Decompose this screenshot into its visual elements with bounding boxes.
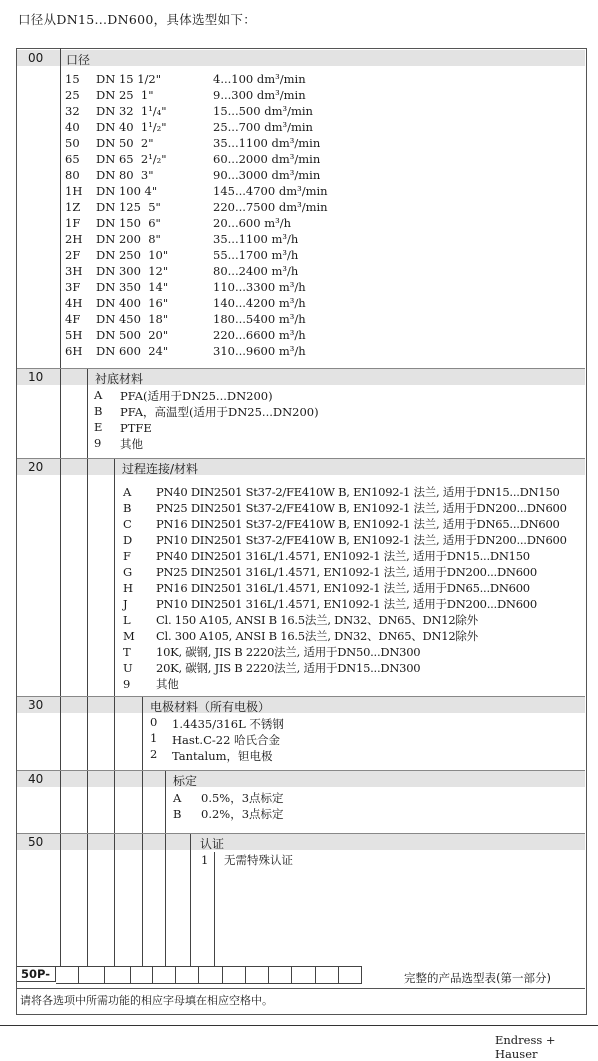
guide-line	[142, 697, 143, 966]
option-code: 0	[150, 715, 158, 729]
section-code: 40	[28, 772, 44, 786]
option-code: J	[123, 597, 128, 611]
option-code: 9	[123, 677, 131, 691]
option-text: PN10 DIN2501 St37-2/FE410W B, EN1092-1 法兰, 适用于DN200...DN600	[156, 533, 567, 547]
order-code-cell[interactable]	[131, 966, 153, 984]
option-text: PFA(适用于DN25...DN200)	[120, 389, 273, 403]
guide-line	[60, 48, 61, 966]
option-code: 80	[65, 168, 80, 182]
option-code: B	[94, 404, 103, 418]
order-code-cell[interactable]	[153, 966, 176, 984]
guide-line	[165, 771, 166, 966]
option-code: 6H	[65, 344, 83, 358]
order-code-cell[interactable]	[269, 966, 292, 984]
order-caption: 完整的产品选型表(第一部分)	[404, 971, 551, 985]
option-code: A	[123, 485, 132, 499]
option-text: 无需特殊认证	[224, 853, 293, 867]
option-range: 145...4700 dm³/min	[213, 184, 328, 198]
option-code: G	[123, 565, 133, 579]
option-code: 9	[94, 436, 102, 450]
option-text: PN16 DIN2501 316L/1.4571, EN1092-1 法兰, 适用于DN65...DN600	[156, 581, 530, 595]
option-size: DN 100 4"	[96, 184, 158, 198]
option-range: 110...3300 m³/h	[213, 280, 306, 294]
option-range: 180...5400 m³/h	[213, 312, 306, 326]
option-code: B	[173, 807, 182, 821]
order-code-cell[interactable]	[339, 966, 362, 984]
option-text: 0.5%，3点标定	[201, 791, 284, 805]
option-size: DN 65 2¹/₂"	[96, 152, 167, 166]
option-size: DN 450 18"	[96, 312, 169, 326]
option-text: Tantalum，钽电极	[172, 749, 273, 763]
section-code: 20	[28, 460, 44, 474]
diameter-size-list	[96, 71, 168, 359]
option-size: DN 15 1/2"	[96, 72, 162, 86]
option-code: U	[123, 661, 133, 675]
separator	[17, 368, 585, 369]
option-text: Hast.C-22 哈氏合金	[172, 733, 281, 747]
option-code: 3H	[65, 264, 83, 278]
section-code: 00	[28, 51, 44, 65]
option-code: 15	[65, 72, 80, 86]
calibration-code-list	[173, 790, 181, 822]
order-code-cell[interactable]	[176, 966, 199, 984]
option-range: 25...700 dm³/min	[213, 120, 313, 134]
option-code: 2H	[65, 232, 83, 246]
option-code: B	[123, 501, 132, 515]
option-text: 0.2%，3点标定	[201, 807, 284, 821]
option-size: DN 80 3"	[96, 168, 154, 182]
option-code: E	[94, 420, 103, 434]
option-text: PFA，高温型(适用于DN25...DN200)	[120, 405, 319, 419]
option-range: 4...100 dm³/min	[213, 72, 306, 86]
order-code-cell[interactable]	[292, 966, 315, 984]
separator	[17, 696, 585, 697]
option-range: 90...3000 dm³/min	[213, 168, 321, 182]
option-size: DN 600 24"	[96, 344, 169, 358]
option-text: 10K, 碳钢, JIS B 2220法兰, 适用于DN50...DN300	[156, 645, 421, 659]
option-range: 9...300 dm³/min	[213, 88, 306, 102]
option-size: DN 32 1¹/₄"	[96, 104, 167, 118]
guide-line	[214, 852, 215, 966]
option-range: 310...9600 m³/h	[213, 344, 306, 358]
option-text: Cl. 150 A105, ANSI B 16.5法兰, DN32、DN65、DN12除外	[156, 613, 478, 627]
section-code: 10	[28, 370, 44, 384]
option-text: PN10 DIN2501 316L/1.4571, EN1092-1 法兰, 适用于DN200...DN600	[156, 597, 537, 611]
option-size: DN 40 1¹/₂"	[96, 120, 167, 134]
diameter-code-list	[65, 71, 82, 359]
separator	[17, 770, 585, 771]
option-size: DN 50 2"	[96, 136, 154, 150]
separator	[17, 988, 585, 989]
option-range: 20...600 m³/h	[213, 216, 292, 230]
option-code: 5H	[65, 328, 83, 342]
calibration-item-list	[201, 790, 284, 822]
option-code: 2F	[65, 248, 81, 262]
option-code: 65	[65, 152, 80, 166]
order-prefix: 50P-	[21, 967, 51, 981]
option-text: PN25 DIN2501 316L/1.4571, EN1092-1 法兰, 适用于DN200...DN600	[156, 565, 537, 579]
option-code: T	[123, 645, 131, 659]
option-code: 1	[201, 853, 209, 867]
cert-code-list	[201, 852, 208, 868]
liner-code-list	[94, 387, 102, 451]
option-code: F	[123, 549, 131, 563]
option-code: A	[173, 791, 182, 805]
option-size: DN 500 20"	[96, 328, 169, 342]
order-code-boxes	[17, 966, 362, 983]
section-code: 50	[28, 835, 44, 849]
option-code: H	[123, 581, 134, 595]
option-code: D	[123, 533, 133, 547]
order-code-cell[interactable]	[246, 966, 269, 984]
option-range: 55...1700 m³/h	[213, 248, 299, 262]
option-size: DN 125 5"	[96, 200, 161, 214]
section-title: 标定	[173, 774, 198, 788]
option-code: 4F	[65, 312, 81, 326]
process-item-list	[156, 484, 567, 692]
order-code-cell[interactable]	[223, 966, 246, 984]
section-code: 30	[28, 698, 44, 712]
section-band-20	[17, 459, 585, 475]
section-band-00	[17, 50, 585, 66]
footnote: 请将各选项中所需功能的相应字母填在相应空格中。	[20, 994, 273, 1007]
option-code: 32	[65, 104, 80, 118]
option-range: 140...4200 m³/h	[213, 296, 306, 310]
option-text: Cl. 300 A105, ANSI B 16.5法兰, DN32、DN65、DN12除外	[156, 629, 478, 643]
order-code-cell[interactable]	[56, 966, 78, 984]
option-text: PN40 DIN2501 St37-2/FE410W B, EN1092-1 法兰, 适用于DN15...DN150	[156, 485, 560, 499]
cert-item-list	[224, 852, 293, 868]
section-title: 认证	[200, 837, 225, 851]
separator	[17, 458, 585, 459]
option-code: 1Z	[65, 200, 81, 214]
guide-line	[190, 834, 191, 966]
option-size: DN 250 10"	[96, 248, 169, 262]
option-range: 15...500 dm³/min	[213, 104, 313, 118]
option-text: 其他	[120, 437, 143, 451]
option-text: PTFE	[120, 421, 152, 435]
section-title: 衬底材料	[95, 372, 144, 386]
liner-item-list	[120, 388, 319, 452]
order-code-cell[interactable]	[105, 966, 131, 984]
option-text: PN16 DIN2501 St37-2/FE410W B, EN1092-1 法兰, 适用于DN65...DN600	[156, 517, 560, 531]
option-size: DN 150 6"	[96, 216, 161, 230]
option-range: 35...1100 dm³/min	[213, 136, 321, 150]
brand-logo-text: Endress + Hauser	[495, 1033, 556, 1061]
option-code: M	[123, 629, 135, 643]
order-code-cell[interactable]	[199, 966, 222, 984]
option-size: DN 350 14"	[96, 280, 169, 294]
option-code: 1F	[65, 216, 81, 230]
order-code-cell[interactable]	[316, 966, 339, 984]
option-code: 1H	[65, 184, 83, 198]
separator	[17, 833, 585, 834]
option-range: 60...2000 dm³/min	[213, 152, 321, 166]
option-range: 220...6600 m³/h	[213, 328, 306, 342]
option-code: A	[94, 388, 103, 402]
option-code: 40	[65, 120, 80, 134]
option-code: 2	[150, 747, 158, 761]
option-text: 1.4435/316L 不锈钢	[172, 717, 284, 731]
section-title: 口径	[66, 53, 91, 67]
diameter-range-list	[213, 71, 328, 359]
option-text: PN25 DIN2501 St37-2/FE410W B, EN1092-1 法兰, 适用于DN200...DN600	[156, 501, 567, 515]
option-size: DN 25 1"	[96, 88, 154, 102]
option-size: DN 400 16"	[96, 296, 169, 310]
option-code: C	[123, 517, 132, 531]
order-prefix-cell	[17, 966, 56, 982]
option-range: 220...7500 dm³/min	[213, 200, 328, 214]
option-code: 25	[65, 88, 80, 102]
option-text: 20K, 碳钢, JIS B 2220法兰, 适用于DN15...DN300	[156, 661, 421, 675]
electrode-code-list	[150, 714, 157, 762]
option-text: PN40 DIN2501 316L/1.4571, EN1092-1 法兰, 适用于DN15...DN150	[156, 549, 530, 563]
option-code: 4H	[65, 296, 83, 310]
section-band-30	[17, 697, 585, 713]
electrode-item-list	[172, 716, 284, 764]
process-code-list	[123, 484, 135, 692]
section-title: 电极材料（所有电极）	[150, 700, 271, 714]
order-code-cell[interactable]	[79, 966, 105, 984]
guide-line	[114, 459, 115, 966]
section-title: 过程连接/材料	[122, 462, 199, 476]
option-size: DN 200 8"	[96, 232, 161, 246]
option-code: 1	[150, 731, 158, 745]
intro-text: 口径从DN15...DN600，具体选型如下：	[18, 12, 257, 27]
option-code: 50	[65, 136, 80, 150]
option-size: DN 300 12"	[96, 264, 169, 278]
option-range: 80...2400 m³/h	[213, 264, 299, 278]
option-range: 35...1100 m³/h	[213, 232, 299, 246]
option-code: L	[123, 613, 131, 627]
option-code: 3F	[65, 280, 81, 294]
section-band-50	[17, 834, 585, 850]
option-text: 其他	[156, 677, 179, 691]
footer-rule	[0, 1025, 598, 1026]
section-band-40	[17, 771, 585, 787]
